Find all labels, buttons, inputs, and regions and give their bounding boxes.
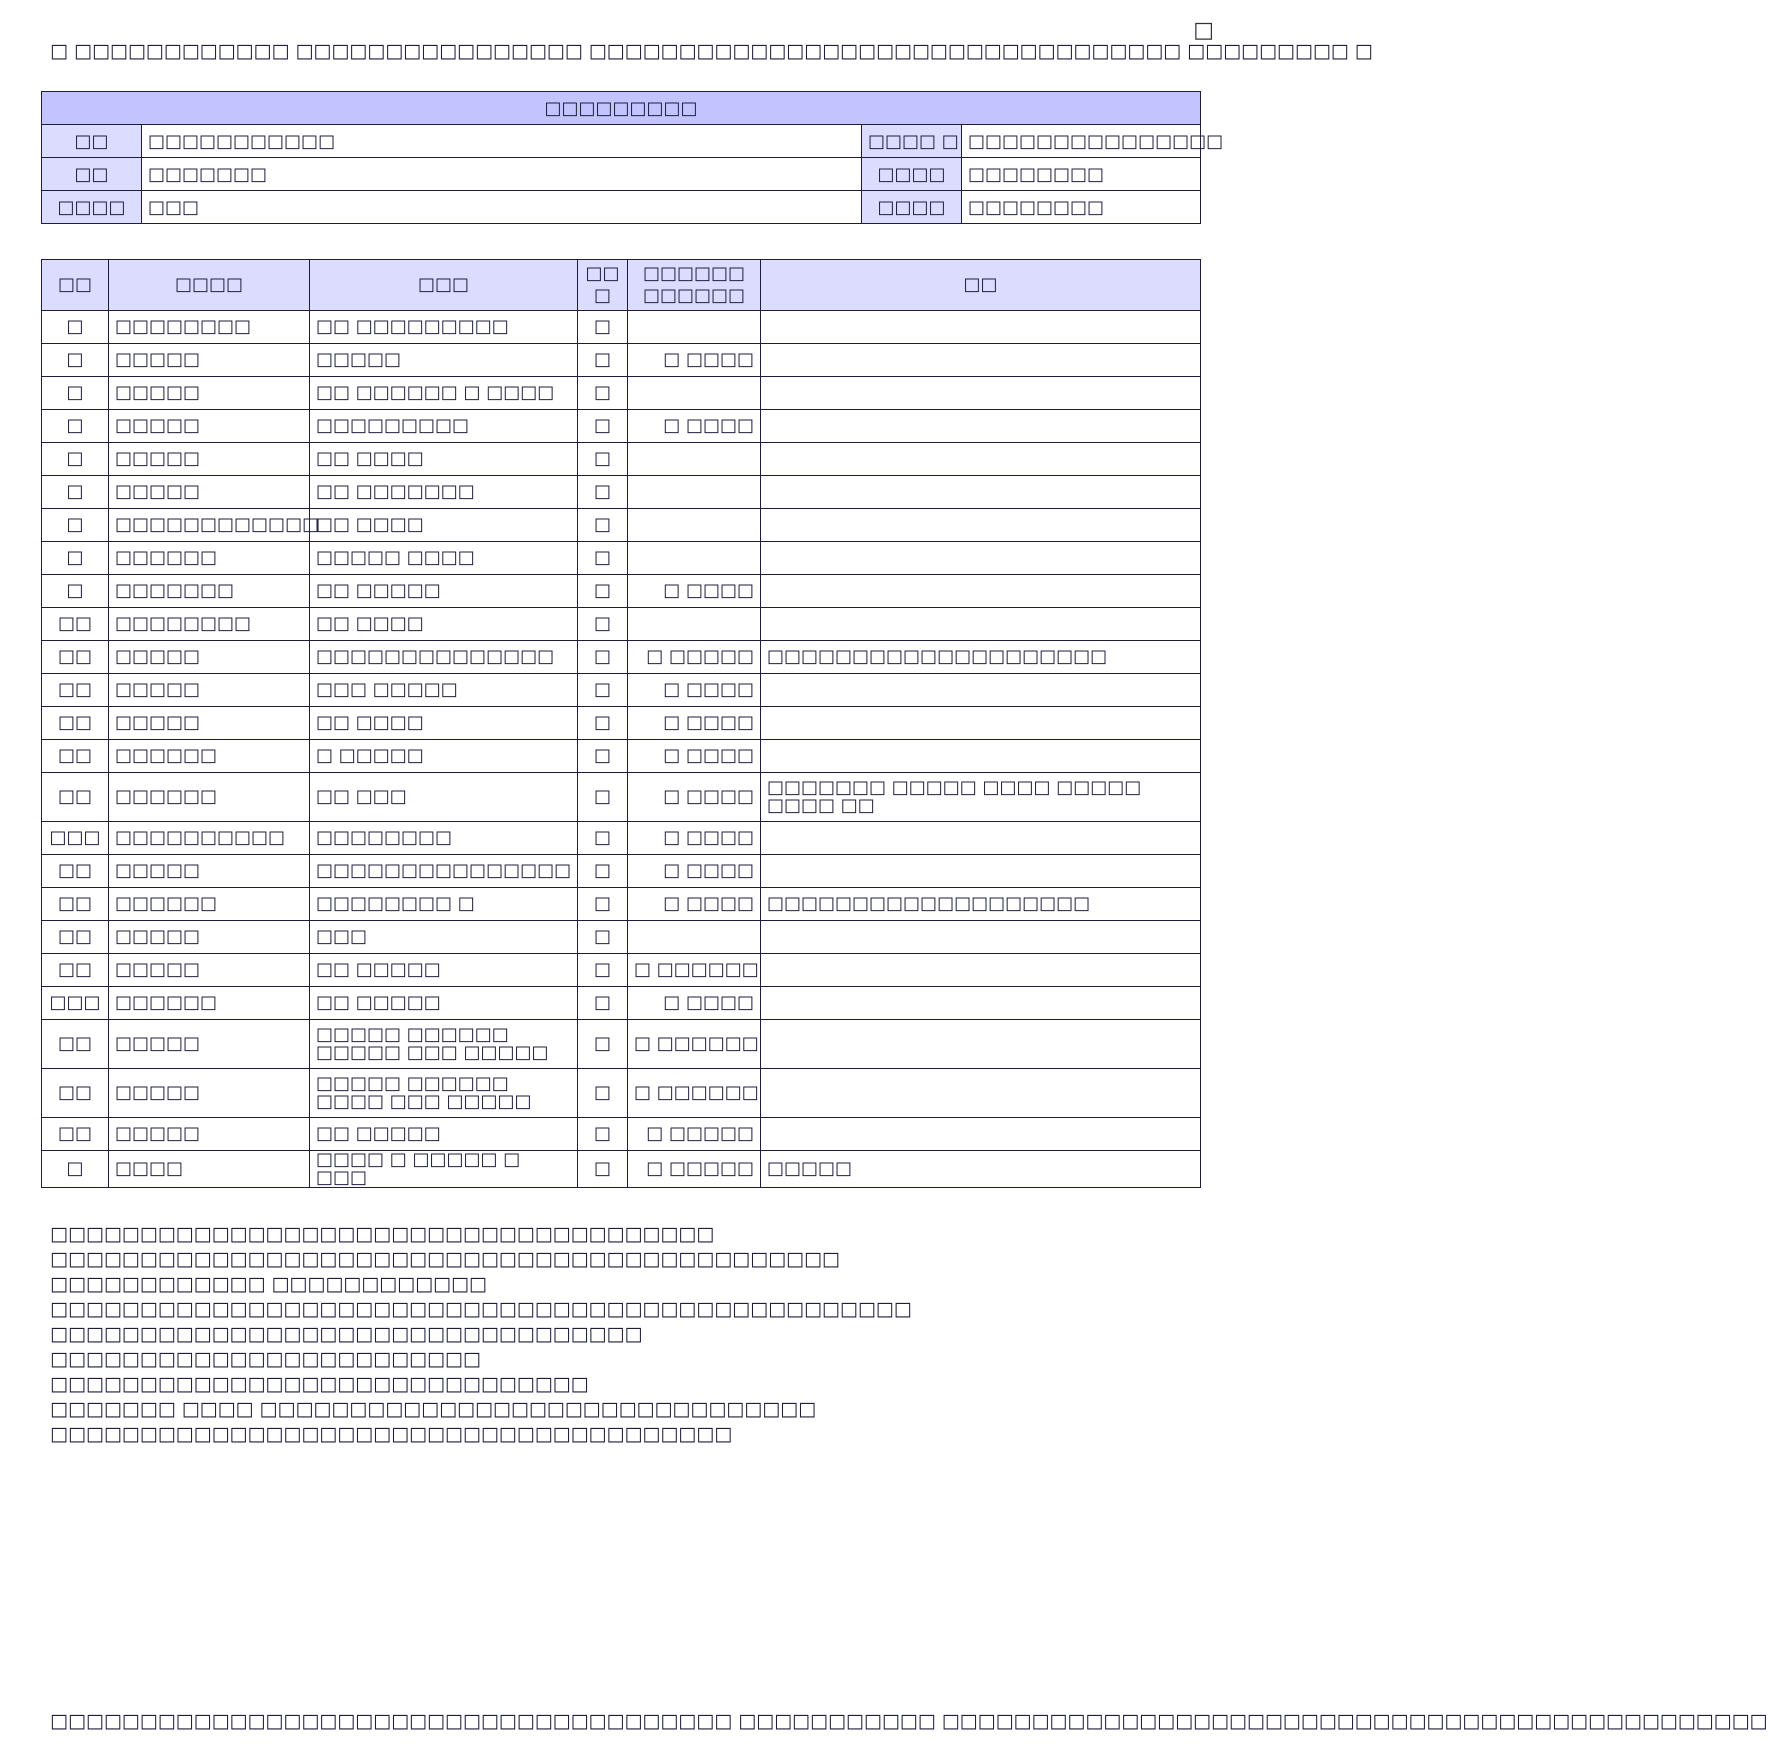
note-line: □□□□□□□□□□□□ □□□□□□□□□□□□ bbox=[50, 1273, 487, 1295]
item-amount-cell: □ □□□□ bbox=[628, 987, 761, 1020]
row-number: □ bbox=[42, 377, 109, 410]
item-amount-cell bbox=[628, 542, 761, 575]
row-number: □ bbox=[42, 1151, 109, 1188]
row-number: □□ bbox=[42, 1020, 109, 1069]
row-number: □ bbox=[42, 542, 109, 575]
note-line: □□□□□□□□□□□□□□□□□□□□□□□□□□□□□□□□□□□□□□□□□□□□□□□□ bbox=[50, 1298, 912, 1320]
item-flag-cell: □ bbox=[578, 1151, 628, 1188]
row-number: □ bbox=[42, 476, 109, 509]
item-name-cell: □□□□□□□□□□□□ bbox=[109, 509, 310, 542]
item-detail-cell: □□ □□□ bbox=[310, 773, 578, 822]
info-row bbox=[42, 125, 1201, 158]
item-name-cell: □□□□□□ bbox=[109, 740, 310, 773]
item-detail-cell: □□□□□ □□□□□□ □□□□□ □□□ □□□□□ bbox=[310, 1020, 578, 1069]
item-amount-cell: □ □□□□ bbox=[628, 344, 761, 377]
row-number: □□ bbox=[42, 608, 109, 641]
item-flag-cell: □ bbox=[578, 509, 628, 542]
row-number: □ bbox=[42, 575, 109, 608]
item-amount-cell: □ □□□□ bbox=[628, 855, 761, 888]
item-amount-cell: □ □□□□ bbox=[628, 888, 761, 921]
item-amount-cell bbox=[628, 377, 761, 410]
item-name-cell: □□□□□□ bbox=[109, 773, 310, 822]
item-name-cell: □□□□□ bbox=[109, 344, 310, 377]
item-remark-cell bbox=[761, 443, 1201, 476]
table-row bbox=[42, 641, 1201, 674]
row-number: □□□ bbox=[42, 987, 109, 1020]
item-remark-cell bbox=[761, 608, 1201, 641]
table-row bbox=[42, 921, 1201, 954]
item-name-cell: □□□□□ bbox=[109, 1118, 310, 1151]
item-flag-cell: □ bbox=[578, 1069, 628, 1118]
item-remark-cell bbox=[761, 476, 1201, 509]
item-remark-cell bbox=[761, 377, 1201, 410]
info-value: □□□□□□□□ bbox=[962, 191, 1201, 224]
column-header: □□ bbox=[761, 260, 1201, 311]
item-name-cell: □□□□□ bbox=[109, 707, 310, 740]
item-name-cell: □□□□□□□□ bbox=[109, 608, 310, 641]
item-flag-cell: □ bbox=[578, 311, 628, 344]
item-detail-cell: □□□□□ □□□□ bbox=[310, 542, 578, 575]
note-line: □□□□□□□□□□□□□□□□□□□□□□□□□□□□□□□□□□□□□□□□□□□□ bbox=[50, 1248, 840, 1270]
item-amount-cell: □ □□□□ bbox=[628, 674, 761, 707]
item-flag-cell: □ bbox=[578, 608, 628, 641]
item-amount-cell: □ □□□□ bbox=[628, 575, 761, 608]
item-name-cell: □□□□□□ bbox=[109, 542, 310, 575]
notes-section bbox=[50, 1222, 1190, 1447]
item-amount-cell: □ □□□□ bbox=[628, 707, 761, 740]
note-line: □□□□□□□□□□□□□□□□□□□□□□□□□□□□□□ bbox=[50, 1373, 589, 1395]
item-name-cell: □□□□□ bbox=[109, 476, 310, 509]
row-number: □□ bbox=[42, 674, 109, 707]
item-amount-cell: □ □□□□ bbox=[628, 822, 761, 855]
item-remark-cell bbox=[761, 707, 1201, 740]
item-amount-cell: □ □□□□ bbox=[628, 410, 761, 443]
row-number: □□ bbox=[42, 921, 109, 954]
item-flag-cell: □ bbox=[578, 674, 628, 707]
item-remark-cell bbox=[761, 954, 1201, 987]
item-name-cell: □□□□□ bbox=[109, 921, 310, 954]
item-amount-cell: □ □□□□□□ bbox=[628, 1069, 761, 1118]
item-detail-cell: □□□ □□□□□ bbox=[310, 674, 578, 707]
table-row bbox=[42, 311, 1201, 344]
row-number: □□ bbox=[42, 740, 109, 773]
item-amount-cell bbox=[628, 921, 761, 954]
item-flag-cell: □ bbox=[578, 740, 628, 773]
column-header: □□□□□□ □□□□□□ bbox=[628, 260, 761, 311]
item-table bbox=[41, 259, 1201, 1188]
item-flag-cell: □ bbox=[578, 1118, 628, 1151]
table-row bbox=[42, 410, 1201, 443]
info-label: □□□□ □ bbox=[862, 125, 962, 158]
item-remark-cell bbox=[761, 575, 1201, 608]
item-remark-cell bbox=[761, 921, 1201, 954]
info-value: □□□□□□□□ bbox=[962, 158, 1201, 191]
table-row bbox=[42, 855, 1201, 888]
table-row bbox=[42, 542, 1201, 575]
item-detail-cell: □□ □□□□ bbox=[310, 443, 578, 476]
item-remark-cell bbox=[761, 674, 1201, 707]
item-flag-cell: □ bbox=[578, 410, 628, 443]
item-detail-cell: □□ □□□□□□□□□ bbox=[310, 311, 578, 344]
item-remark-cell bbox=[761, 509, 1201, 542]
row-number: □ bbox=[42, 344, 109, 377]
item-amount-cell bbox=[628, 608, 761, 641]
item-detail-cell: □□□□ □ □□□□□ □ □□□ bbox=[310, 1151, 578, 1188]
item-detail-cell: □□ □□□□ bbox=[310, 608, 578, 641]
item-name-cell: □□□□□ bbox=[109, 954, 310, 987]
item-remark-cell bbox=[761, 1118, 1201, 1151]
item-detail-cell: □□□□□□□□□□□□□□ bbox=[310, 641, 578, 674]
info-label: □□□□ bbox=[862, 191, 962, 224]
table-row bbox=[42, 443, 1201, 476]
item-flag-cell: □ bbox=[578, 575, 628, 608]
item-detail-cell: □□□□□ □□□□□□ □□□□ □□□ □□□□□ bbox=[310, 1069, 578, 1118]
table-row bbox=[42, 987, 1201, 1020]
item-flag-cell: □ bbox=[578, 855, 628, 888]
item-detail-cell: □□□□□ bbox=[310, 344, 578, 377]
row-number: □□ bbox=[42, 954, 109, 987]
note-line: □□□□□□□ □□□□ □□□□□□□□□□□□□□□□□□□□□□□□□□□□□□□ bbox=[50, 1398, 817, 1420]
footer-text: □□□□□□□□□□□□□□□□□□□□□□□□□□□□□□□□□□□□□□ □□□□□□□□□□□ □□□□□□□□□□□□□□□□□□□□□□□□□□□□□□□□□□□□□□□□□□□□□□ bbox=[50, 1710, 1768, 1732]
item-detail-cell: □□□□□□□□ □ bbox=[310, 888, 578, 921]
item-flag-cell: □ bbox=[578, 954, 628, 987]
item-remark-cell bbox=[761, 311, 1201, 344]
item-remark-cell bbox=[761, 822, 1201, 855]
info-row bbox=[42, 158, 1201, 191]
item-remark-cell bbox=[761, 740, 1201, 773]
item-detail-cell: □□ □□□□□ bbox=[310, 987, 578, 1020]
item-remark-cell: □□□□□□□□□□□□□□□□□□□□ bbox=[761, 641, 1201, 674]
item-detail-cell: □□□ bbox=[310, 921, 578, 954]
item-name-cell: □□□□□□□□ bbox=[109, 311, 310, 344]
item-amount-cell bbox=[628, 443, 761, 476]
item-amount-cell bbox=[628, 509, 761, 542]
item-amount-cell: □ □□□□□ bbox=[628, 1118, 761, 1151]
item-name-cell: □□□□ bbox=[109, 1151, 310, 1188]
note-line: □□□□□□□□□□□□□□□□□□□□□□□□□□□□□□□□□□□□□□ bbox=[50, 1423, 733, 1445]
item-detail-cell: □□ □□□□□ bbox=[310, 575, 578, 608]
corner-mark: □ bbox=[1193, 18, 1214, 43]
item-flag-cell: □ bbox=[578, 1020, 628, 1069]
item-detail-cell: □□ □□□□□□□ bbox=[310, 476, 578, 509]
item-detail-cell: □□ □□□□□ bbox=[310, 1118, 578, 1151]
note-line: □□□□□□□□□□□□□□□□□□□□□□□□ bbox=[50, 1348, 481, 1370]
table-row bbox=[42, 888, 1201, 921]
item-detail-cell: □□□□□□□□□ bbox=[310, 410, 578, 443]
table-row bbox=[42, 509, 1201, 542]
item-amount-cell: □ □□□□ bbox=[628, 773, 761, 822]
row-number: □□ bbox=[42, 773, 109, 822]
item-name-cell: □□□□□ bbox=[109, 641, 310, 674]
row-number: □□□ bbox=[42, 822, 109, 855]
item-flag-cell: □ bbox=[578, 822, 628, 855]
item-flag-cell: □ bbox=[578, 476, 628, 509]
info-label: □□□□ bbox=[862, 158, 962, 191]
item-flag-cell: □ bbox=[578, 921, 628, 954]
column-header: □□□ bbox=[310, 260, 578, 311]
table-row bbox=[42, 1069, 1201, 1118]
item-remark-cell: □□□□□□□□□□□□□□□□□□□ bbox=[761, 888, 1201, 921]
item-flag-cell: □ bbox=[578, 987, 628, 1020]
table-row bbox=[42, 1020, 1201, 1069]
item-detail-cell: □□ □□□□ bbox=[310, 509, 578, 542]
table-row bbox=[42, 674, 1201, 707]
item-name-cell: □□□□□□□□□□ bbox=[109, 822, 310, 855]
item-table-body bbox=[42, 311, 1201, 1188]
item-amount-cell: □ □□□□□ bbox=[628, 1151, 761, 1188]
item-amount-cell bbox=[628, 476, 761, 509]
item-name-cell: □□□□□ bbox=[109, 443, 310, 476]
table-row bbox=[42, 1118, 1201, 1151]
info-table-title: □□□□□□□□□ bbox=[42, 92, 1201, 125]
table-row bbox=[42, 707, 1201, 740]
item-remark-cell bbox=[761, 344, 1201, 377]
info-value: □□□ bbox=[142, 191, 862, 224]
column-header: □□ □ bbox=[578, 260, 628, 311]
item-name-cell: □□□□□ bbox=[109, 377, 310, 410]
item-detail-cell: □□ □□□□□□ □ □□□□ bbox=[310, 377, 578, 410]
info-value: □□□□□□□□□□□□□□□ bbox=[962, 125, 1201, 158]
row-number: □ bbox=[42, 410, 109, 443]
info-value: □□□□□□□□□□□ bbox=[142, 125, 862, 158]
item-remark-cell bbox=[761, 855, 1201, 888]
item-detail-cell: □ □□□□□ bbox=[310, 740, 578, 773]
table-row bbox=[42, 740, 1201, 773]
table-row bbox=[42, 773, 1201, 822]
column-header: □□□□ bbox=[109, 260, 310, 311]
item-remark-cell bbox=[761, 987, 1201, 1020]
row-number: □□ bbox=[42, 888, 109, 921]
item-amount-cell: □ □□□□□ bbox=[628, 641, 761, 674]
item-flag-cell: □ bbox=[578, 641, 628, 674]
table-row bbox=[42, 1151, 1201, 1188]
row-number: □□ bbox=[42, 1069, 109, 1118]
item-detail-cell: □□ □□□□ bbox=[310, 707, 578, 740]
item-flag-cell: □ bbox=[578, 773, 628, 822]
row-number: □□ bbox=[42, 855, 109, 888]
row-number: □□ bbox=[42, 641, 109, 674]
table-row bbox=[42, 608, 1201, 641]
table-row bbox=[42, 822, 1201, 855]
info-row bbox=[42, 191, 1201, 224]
item-flag-cell: □ bbox=[578, 344, 628, 377]
row-number: □ bbox=[42, 311, 109, 344]
item-detail-cell: □□□□□□□□ bbox=[310, 822, 578, 855]
item-flag-cell: □ bbox=[578, 443, 628, 476]
item-name-cell: □□□□□ bbox=[109, 1020, 310, 1069]
item-flag-cell: □ bbox=[578, 707, 628, 740]
item-detail-cell: □□ □□□□□ bbox=[310, 954, 578, 987]
row-number: □□ bbox=[42, 707, 109, 740]
info-label: □□□□ bbox=[42, 191, 142, 224]
info-table bbox=[41, 91, 1224, 224]
item-remark-cell bbox=[761, 1020, 1201, 1069]
item-name-cell: □□□□□ bbox=[109, 674, 310, 707]
info-label: □□ bbox=[42, 158, 142, 191]
info-label: □□ bbox=[42, 125, 142, 158]
table-row bbox=[42, 344, 1201, 377]
note-line: □□□□□□□□□□□□□□□□□□□□□□□□□□□□□□□□□ bbox=[50, 1323, 643, 1345]
item-amount-cell bbox=[628, 311, 761, 344]
item-remark-cell bbox=[761, 410, 1201, 443]
info-value: □□□□□□□ bbox=[142, 158, 862, 191]
column-header: □□ bbox=[42, 260, 109, 311]
item-name-cell: □□□□□□ bbox=[109, 888, 310, 921]
item-remark-cell: □□□□□□□ □□□□□ □□□□ □□□□□ □□□□ □□ bbox=[761, 773, 1201, 822]
row-number: □□ bbox=[42, 1118, 109, 1151]
note-line: □□□□□□□□□□□□□□□□□□□□□□□□□□□□□□□□□□□□□ bbox=[50, 1223, 715, 1245]
item-name-cell: □□□□□□□ bbox=[109, 575, 310, 608]
item-remark-cell bbox=[761, 1069, 1201, 1118]
item-detail-cell: □□□□□□□□□□□□□□□ bbox=[310, 855, 578, 888]
item-amount-cell: □ □□□□□□ bbox=[628, 954, 761, 987]
header-text: □ □□□□□□□□□□□□ □□□□□□□□□□□□□□□□ □□□□□□□□□□□□□□□□□□□□□□□□□□□□□□□□□ □□□□□□□□□ □ bbox=[50, 40, 1373, 62]
row-number: □ bbox=[42, 509, 109, 542]
item-name-cell: □□□□□ bbox=[109, 855, 310, 888]
table-row bbox=[42, 954, 1201, 987]
table-row bbox=[42, 476, 1201, 509]
row-number: □ bbox=[42, 443, 109, 476]
item-flag-cell: □ bbox=[578, 377, 628, 410]
item-flag-cell: □ bbox=[578, 888, 628, 921]
table-row bbox=[42, 377, 1201, 410]
item-amount-cell: □ □□□□ bbox=[628, 740, 761, 773]
table-row bbox=[42, 575, 1201, 608]
item-remark-cell bbox=[761, 542, 1201, 575]
item-name-cell: □□□□□ bbox=[109, 1069, 310, 1118]
item-flag-cell: □ bbox=[578, 542, 628, 575]
item-name-cell: □□□□□□ bbox=[109, 987, 310, 1020]
item-amount-cell: □ □□□□□□ bbox=[628, 1020, 761, 1069]
item-name-cell: □□□□□ bbox=[109, 410, 310, 443]
item-remark-cell: □□□□□ bbox=[761, 1151, 1201, 1188]
